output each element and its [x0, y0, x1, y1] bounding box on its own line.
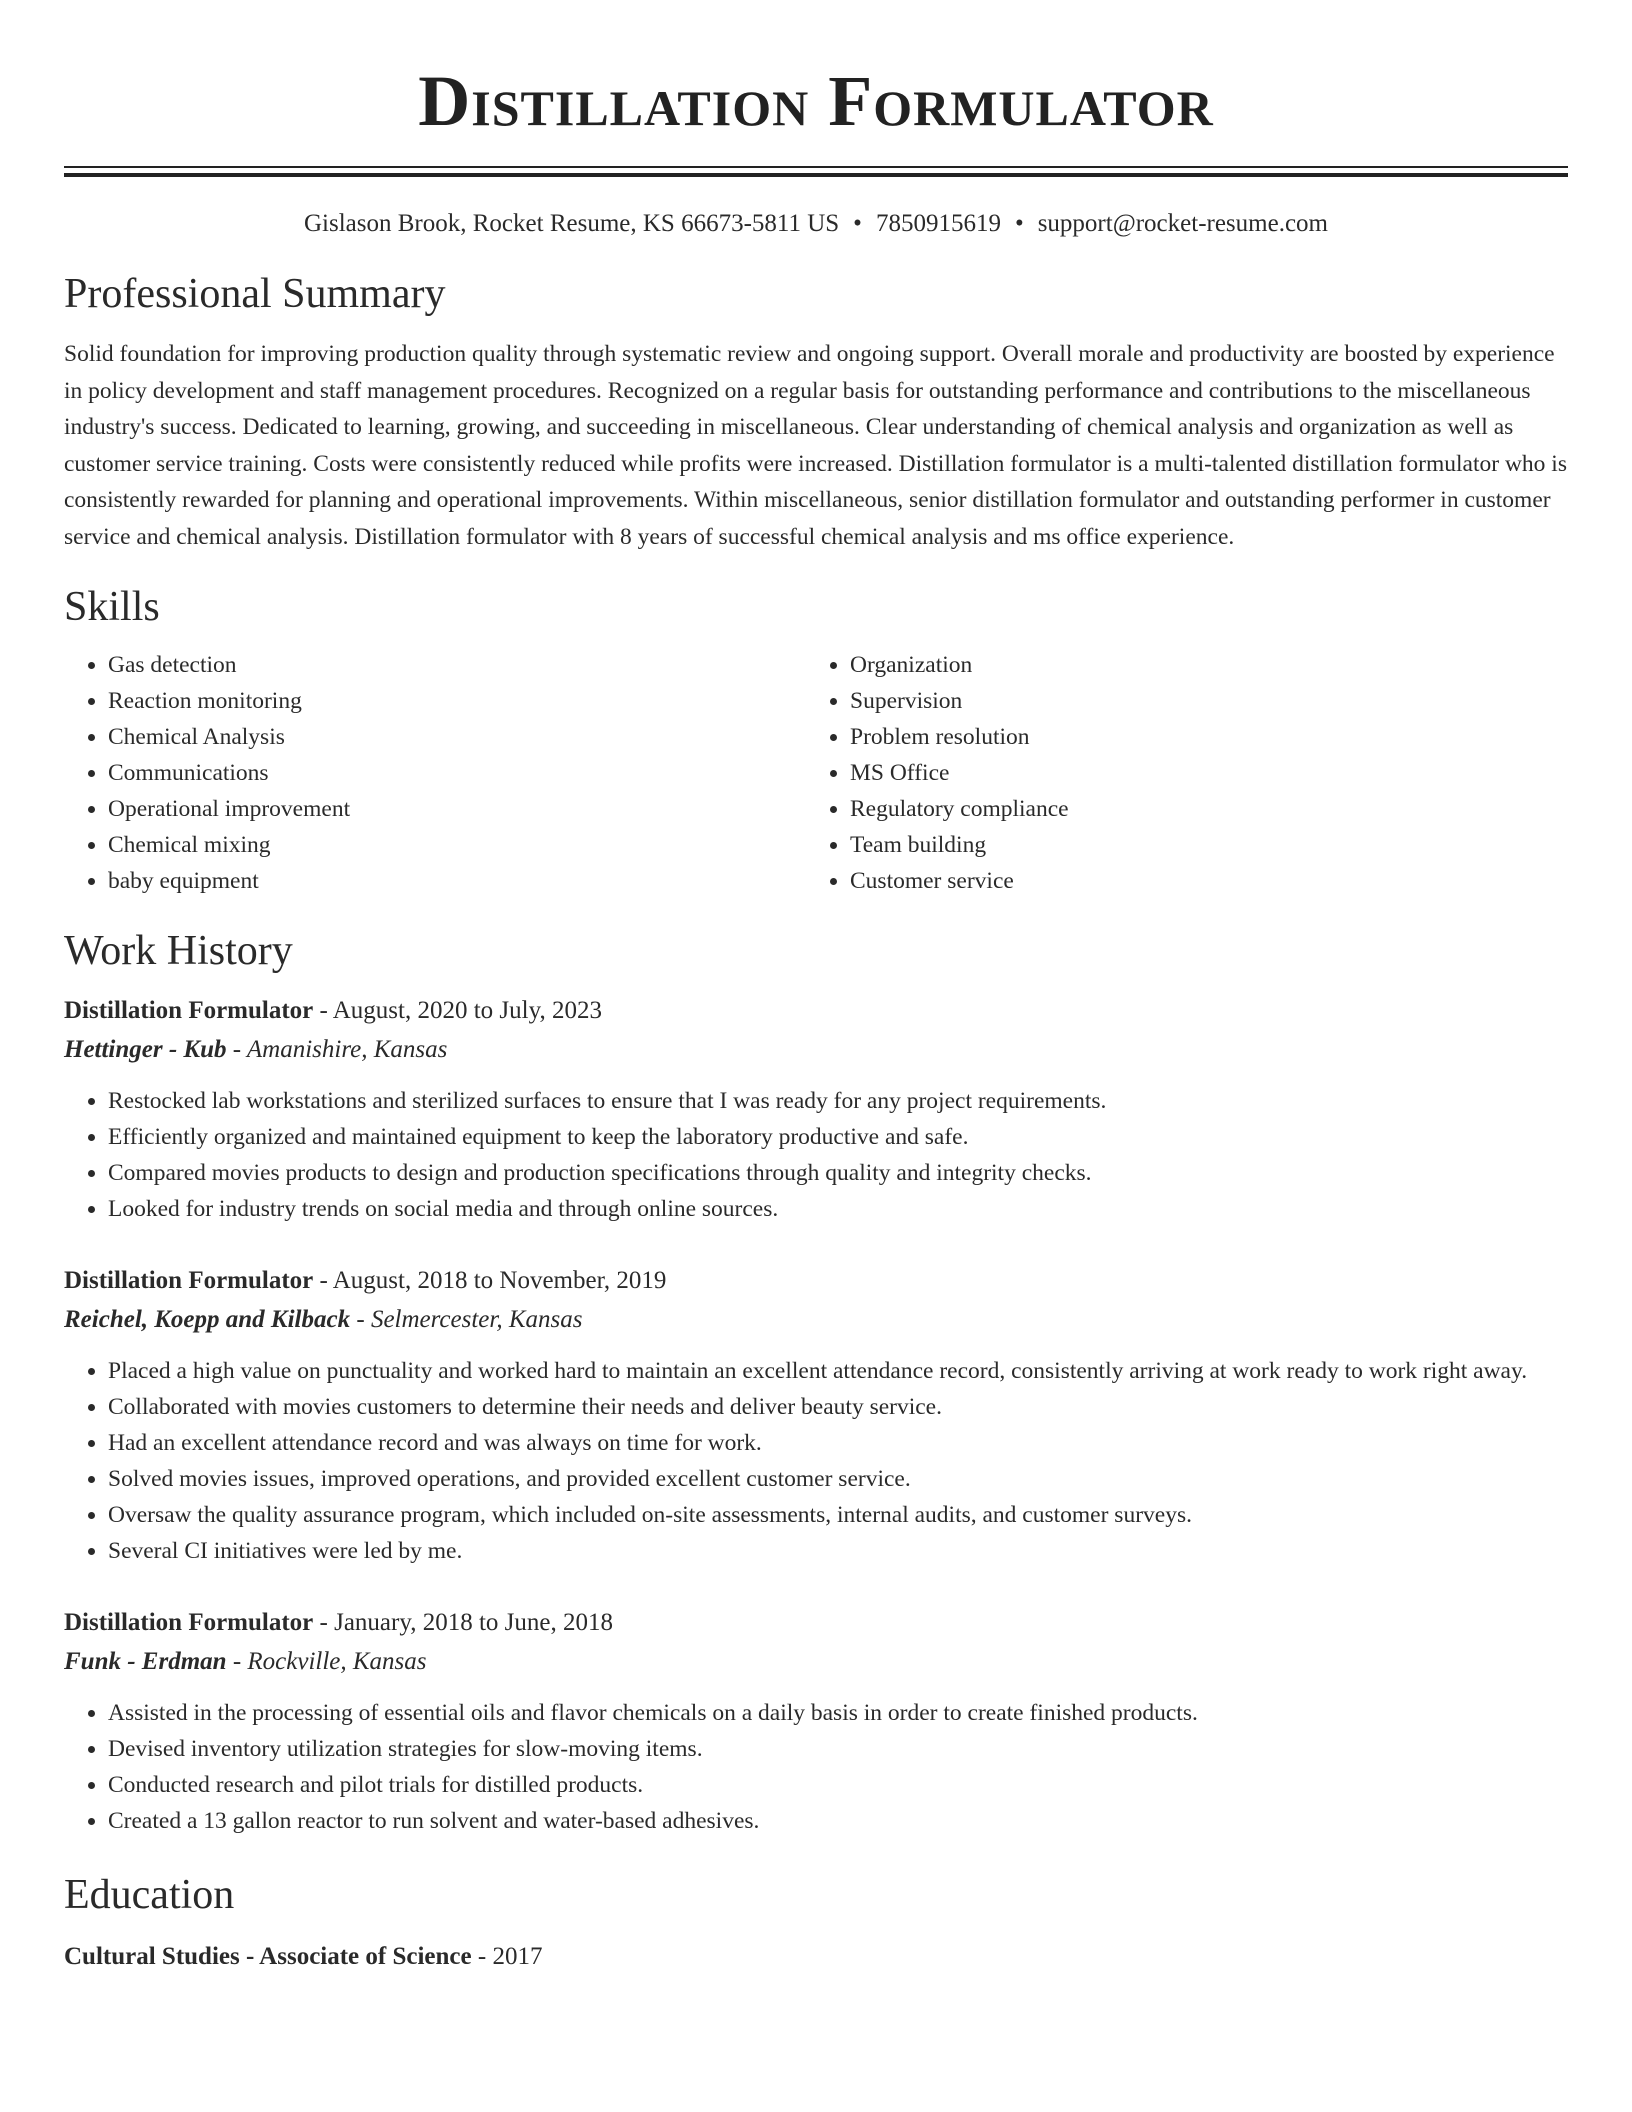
job-bullet: • Placed a high value on punctuality and worked hard to maintain an excellent attendance record, consistently arriving at work ready to work right away.: [108, 1353, 1568, 1389]
skill-item: • Supervision: [850, 683, 1548, 719]
job-bullets: [64, 1695, 1568, 1839]
job-bullet: • Restocked lab workstations and sterilized surfaces to ensure that I was ready for any project requirements.: [108, 1083, 1568, 1119]
work-history-heading: Work History: [64, 928, 293, 974]
job-company: Hettinger - Kub: [64, 1036, 227, 1063]
job-bullets: [64, 1083, 1568, 1227]
skill-item: • Organization: [850, 647, 1548, 683]
job-company: Reichel, Koepp and Kilback: [64, 1306, 351, 1333]
job-dates: August, 2020 to July, 2023: [332, 997, 602, 1024]
skills-list: [64, 647, 1568, 899]
skill-item: • Chemical Analysis: [108, 719, 806, 755]
job-role: Distillation Formulator: [64, 997, 314, 1024]
skill-item: • MS Office: [850, 755, 1548, 791]
job-role: Distillation Formulator: [64, 1609, 314, 1636]
job-title-line: Distillation Formulator - August, 2018 to November, 2019: [64, 1267, 667, 1294]
resume-page: [64, 0, 1568, 1976]
job-bullet: • Created a 13 gallon reactor to run solvent and water-based adhesives.: [108, 1803, 1568, 1839]
job-company: Funk - Erdman: [64, 1648, 227, 1675]
skill-item: • Regulatory compliance: [850, 791, 1548, 827]
job-dates: August, 2018 to November, 2019: [332, 1267, 667, 1294]
job-title-line: Distillation Formulator - January, 2018 to June, 2018: [64, 1609, 614, 1636]
job-location: Selmercester, Kansas: [370, 1306, 583, 1333]
job-bullet: • Conducted research and pilot trials for distilled products.: [108, 1767, 1568, 1803]
contact-address: Gislason Brook, Rocket Resume, KS 66673-5811 US: [304, 210, 840, 237]
skill-item: • baby equipment: [108, 863, 806, 899]
skills-heading: Skills: [64, 584, 160, 630]
summary-text: Solid foundation for improving production quality through systematic review and ongoing support. Overall morale and productivity are boosted by experience in policy development and staff management procedures. Recognized on a regular basis for outstanding performance and contributions to the miscellaneous industry's success. Dedicated to learning, growing, and succeeding in miscellaneous. Clear understanding of chemical analysis and organization as well as customer service training. Costs were consistently reduced while profits were increased. Distillation formulator is a multi-talented distillation formulator who is consistently rewarded for planning and operational improvements. Within miscellaneous, senior distillation formulator and outstanding performer in customer service and chemical analysis. Distillation formulator with 8 years of successful chemical analysis and ms office experience.: [64, 341, 1567, 550]
job-bullet: • Compared movies products to design and production specifications through quality and integrity checks.: [108, 1155, 1568, 1191]
contact-phone: 7850915619: [875, 210, 1001, 237]
skill-item: • Customer service: [850, 863, 1548, 899]
job-bullets: [64, 1353, 1568, 1569]
job-location: Rockville, Kansas: [247, 1648, 427, 1675]
job-company-line: Reichel, Koepp and Kilback - Selmercester, Kansas: [64, 1306, 583, 1333]
contact-email: support@rocket-resume.com: [1037, 210, 1328, 237]
skill-item: • Team building: [850, 827, 1548, 863]
candidate-name: Distillation Formulator: [418, 61, 1214, 141]
skills-column-right: [806, 647, 1548, 899]
education-year: 2017: [492, 1943, 543, 1970]
job-company-line: Funk - Erdman - Rockville, Kansas: [64, 1648, 427, 1675]
skill-item: • Reaction monitoring: [108, 683, 806, 719]
job-role: Distillation Formulator: [64, 1267, 314, 1294]
contact-separator: •: [1014, 210, 1024, 237]
contact-line: [64, 206, 1568, 242]
job-bullet: • Had an excellent attendance record and was always on time for work.: [108, 1425, 1568, 1461]
job-bullet: • Devised inventory utilization strategies for slow-moving items.: [108, 1731, 1568, 1767]
skill-item: • Communications: [108, 755, 806, 791]
education-heading: Education: [64, 1872, 235, 1918]
job-bullet: • Solved movies issues, improved operations, and provided excellent customer service.: [108, 1461, 1568, 1497]
job-bullet: • Oversaw the quality assurance program, which included on-site assessments, internal audits, and customer surveys.: [108, 1497, 1568, 1533]
job-entry: [64, 991, 1568, 1227]
skill-item: • Operational improvement: [108, 791, 806, 827]
job-bullet: • Looked for industry trends on social media and through online sources.: [108, 1191, 1568, 1227]
job-dates: January, 2018 to June, 2018: [334, 1609, 614, 1636]
job-company-line: Hettinger - Kub - Amanishire, Kansas: [64, 1036, 448, 1063]
education-entry: Cultural Studies - Associate of Science - 2017: [64, 1943, 543, 1970]
skill-item: • Gas detection: [108, 647, 806, 683]
skills-column-left: [64, 647, 806, 899]
job-bullet: • Several CI initiatives were led by me.: [108, 1533, 1568, 1569]
job-entry: [64, 1603, 1568, 1839]
job-title-line: Distillation Formulator - August, 2020 to July, 2023: [64, 997, 602, 1024]
job-bullet: • Collaborated with movies customers to determine their needs and deliver beauty service.: [108, 1389, 1568, 1425]
job-location: Amanishire, Kansas: [246, 1036, 448, 1063]
education-degree: Cultural Studies - Associate of Science: [64, 1943, 472, 1970]
contact-separator: •: [853, 210, 862, 237]
job-bullet: • Efficiently organized and maintained equipment to keep the laboratory productive and safe.: [108, 1119, 1568, 1155]
skill-item: • Problem resolution: [850, 719, 1548, 755]
summary-heading: Professional Summary: [64, 271, 446, 317]
header-divider: [64, 166, 1568, 168]
skill-item: • Chemical mixing: [108, 827, 806, 863]
job-entry: [64, 1261, 1568, 1569]
job-bullet: • Assisted in the processing of essential oils and flavor chemicals on a daily basis in order to create finished products.: [108, 1695, 1568, 1731]
